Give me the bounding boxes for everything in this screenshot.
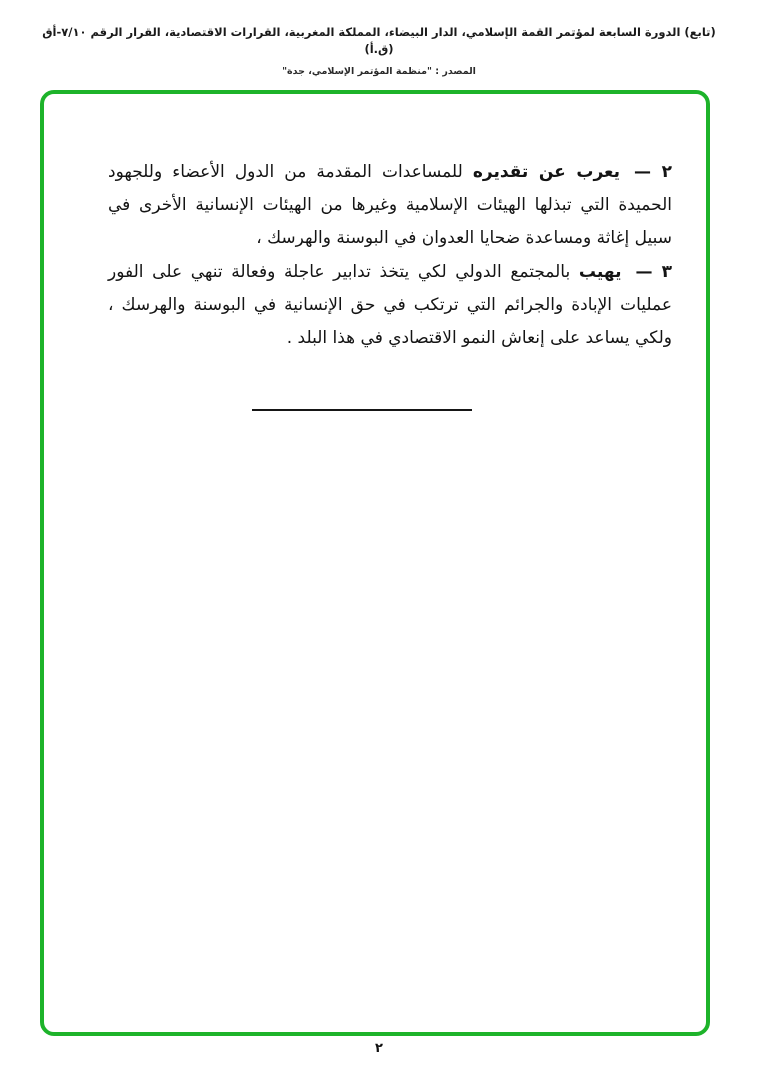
page-number: ٢ [375, 1041, 383, 1056]
item-number: ٣ — [635, 262, 673, 282]
item-number: ٢ — [634, 162, 673, 182]
item-body-text: للمساعدات المقدمة من الدول الأعضاء وللجهود الحميدة التي تبذلها الهيئات الإسلامية وغيرها من الهيئات الإنسانية الأخرى في سبيل إغاثة ومساعدة ضحايا العدوان في البوسنة والهرسك ، [108, 162, 672, 248]
document-source: المصدر : "منظمة المؤتمر الإسلامي، جدة" [282, 65, 476, 77]
resolution-item-3 [108, 256, 672, 355]
item-lead-text: يهيب [578, 262, 622, 282]
document-header [0, 24, 758, 77]
document-title: (تابع) الدورة السابعة لمؤتمر القمة الإسلامي، الدار البيضاء، المملكة المغربية، القرارات الاقتصادية، القرار الرقم ٧/١٠-أق (ق.أ) [42, 25, 716, 57]
item-body-text: بالمجتمع الدولي لكي يتخذ تدابير عاجلة وفعالة تنهي على الفور عمليات الإبادة والجرائم التي ترتكب في حق الإنسانية في البوسنة والهرسك ، ولكي يساعد على إنعاش النمو الاقتصادي في هذا البلد . [108, 262, 672, 348]
section-divider-line [252, 409, 472, 411]
resolution-item-2 [108, 156, 672, 255]
document-body [108, 156, 672, 411]
item-lead-text: يعرب عن تقديره [472, 162, 621, 182]
